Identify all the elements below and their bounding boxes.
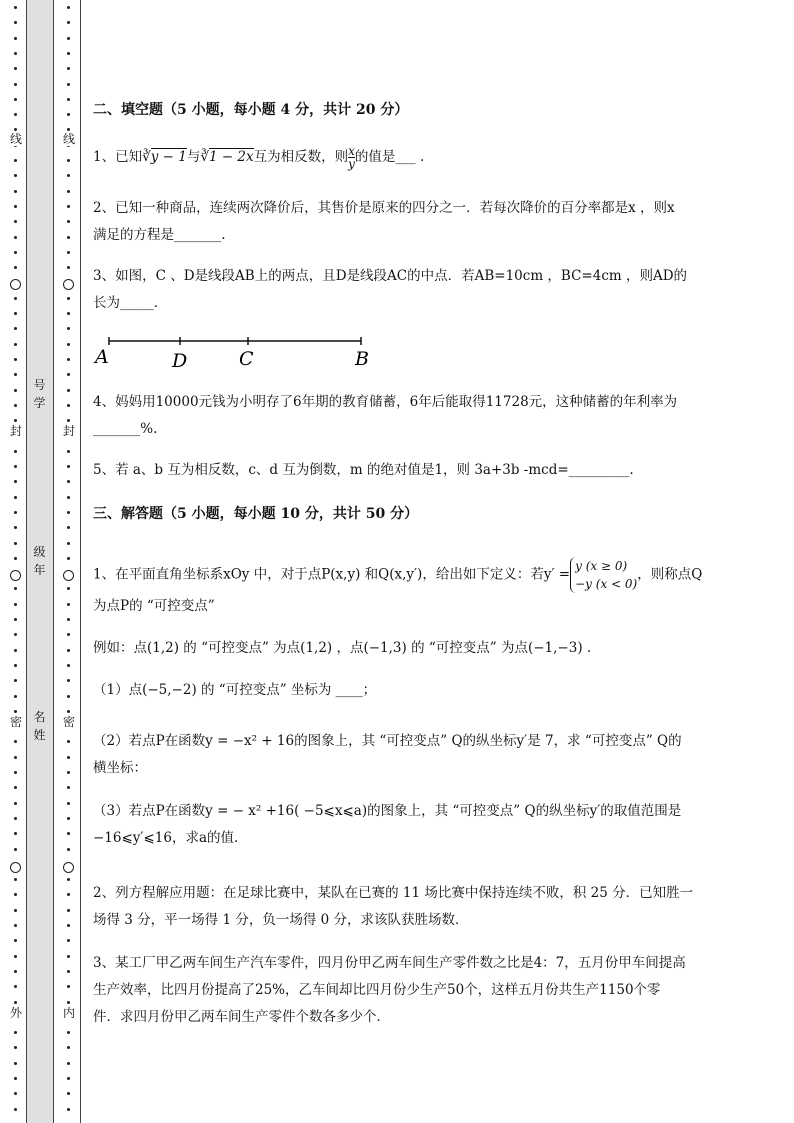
cube-root-icon: ∛ <box>200 149 209 165</box>
dot <box>14 710 17 713</box>
ring-icon <box>63 570 74 581</box>
dot <box>14 480 17 483</box>
dot <box>67 312 70 315</box>
seal-mark-mi: 密 <box>9 715 22 729</box>
dot <box>67 893 70 896</box>
dot <box>67 924 70 927</box>
dot <box>67 832 70 835</box>
dot <box>67 802 70 805</box>
student-number-label: 号 学 <box>33 378 46 410</box>
dot <box>14 1046 17 1049</box>
dot <box>67 419 70 422</box>
dot <box>67 174 70 177</box>
dot <box>14 220 17 223</box>
dot <box>14 557 17 560</box>
dot <box>14 985 17 988</box>
dot <box>14 297 17 300</box>
dot <box>14 404 17 407</box>
dot <box>67 297 70 300</box>
dot <box>14 251 17 254</box>
dot <box>67 83 70 86</box>
dot <box>67 1092 70 1095</box>
dot <box>67 220 70 223</box>
dot <box>67 511 70 514</box>
dot <box>67 878 70 881</box>
dot <box>14 970 17 973</box>
dot <box>67 633 70 636</box>
dot <box>14 190 17 193</box>
seal-mark-mi: 密 <box>62 715 75 729</box>
dot <box>67 1062 70 1065</box>
dot <box>14 465 17 468</box>
dot <box>67 465 70 468</box>
dot <box>14 450 17 453</box>
dot <box>14 159 17 162</box>
dot <box>14 649 17 652</box>
dot <box>67 480 70 483</box>
ring-icon <box>10 862 21 873</box>
dot <box>67 955 70 958</box>
dot <box>14 343 17 346</box>
line-segment-figure <box>93 332 383 372</box>
question-solve-1: 1、在平面直角坐标系xOy 中，对于点P(x,y) 和Q(x,y′)，给出如下定义：若y′ = y (x ≥ 0) −y (x < 0) ，则称点Q 为点P的 “可控变点” 例如：点(1,2) 的 “可控变点” 为点(1,2) ，点(−1,3) 的 “可控变点” 为点(−1,−3) . （1）点(−5,−2) 的 “可控变点” 坐标为 ____； （2）若点P在函数y = −x² + 16的图象上，其 “可控变点” Q的纵坐标y′是 7，求 “可控变点” Q的 横坐标： （3）若点P在函数y = − x² +16( −5⩽x⩽a)的图象上，其 “可控变点” Q的纵坐标y′的取值范围是 −16⩽y′⩽16，求a的值. <box>93 559 703 846</box>
dot <box>67 695 70 698</box>
dot <box>14 817 17 820</box>
piecewise-brace: y (x ≥ 0) −y (x < 0) <box>570 557 637 593</box>
seal-mark-nei: 内 <box>62 1006 75 1020</box>
dot <box>67 159 70 162</box>
dot <box>67 373 70 376</box>
dot <box>67 1031 70 1034</box>
dot <box>67 389 70 392</box>
seal-mark-wai: 外 <box>9 1006 22 1020</box>
dot <box>67 496 70 499</box>
ring-icon <box>63 279 74 290</box>
dot <box>67 190 70 193</box>
outer-dotted-seal-line <box>9 0 23 1123</box>
seal-mark-feng: 封 <box>62 424 75 438</box>
question-fill-3: 3、如图，C 、D是线段AB上的两点，且D是线段AC的中点．若AB=10cm ，BC=4cm ，则AD的 长为_____． <box>93 268 688 311</box>
dot <box>14 618 17 621</box>
fraction-x-over-y: $\frac{x}{y}$ <box>348 144 355 171</box>
question-fill-2: 2、已知一种商品，连续两次降价后，其售价是原来的四分之一．若每次降价的百分率都是x ，则x 满足的方程是_______. <box>93 200 675 243</box>
grade-label: 级 年 <box>33 545 46 577</box>
dot <box>14 695 17 698</box>
point-label-d: D <box>172 350 188 372</box>
cube-root-icon: ∛ <box>142 149 151 165</box>
dot <box>14 771 17 774</box>
inner-dotted-seal-line <box>62 0 76 1123</box>
dot <box>14 664 17 667</box>
dot <box>67 37 70 40</box>
dot <box>14 1001 17 1004</box>
dot <box>14 679 17 682</box>
binding-margin <box>0 0 82 1123</box>
dot <box>14 542 17 545</box>
dot <box>67 358 70 361</box>
dot <box>67 740 70 743</box>
dot <box>67 1001 70 1004</box>
dot <box>14 496 17 499</box>
dot <box>67 817 70 820</box>
dot <box>14 174 17 177</box>
dot <box>67 52 70 55</box>
dot <box>14 603 17 606</box>
dot <box>14 327 17 330</box>
point-label-b: B <box>355 348 369 370</box>
dot <box>67 404 70 407</box>
dot <box>67 679 70 682</box>
dot <box>67 848 70 851</box>
dot <box>67 205 70 208</box>
dot <box>67 526 70 529</box>
dot <box>67 618 70 621</box>
dot <box>67 587 70 590</box>
dot <box>14 633 17 636</box>
dot <box>67 756 70 759</box>
dot <box>67 67 70 70</box>
dot <box>67 450 70 453</box>
dot <box>67 98 70 101</box>
point-label-c: C <box>239 348 254 370</box>
dot <box>14 756 17 759</box>
dot <box>14 67 17 70</box>
question-fill-1: 1、已知∛y − 1与∛1 − 2x互为相反数，则 $\frac{x}{y}$ 的值是___ . <box>93 144 425 171</box>
dot <box>14 236 17 239</box>
dot <box>14 21 17 24</box>
dot <box>67 236 70 239</box>
dot <box>67 939 70 942</box>
dot <box>14 832 17 835</box>
dot <box>14 802 17 805</box>
dot <box>14 786 17 789</box>
dot <box>67 786 70 789</box>
dot <box>14 740 17 743</box>
dot <box>14 1062 17 1065</box>
dot <box>67 128 70 131</box>
dot <box>67 909 70 912</box>
dot <box>67 1077 70 1080</box>
dot <box>67 327 70 330</box>
dot <box>67 542 70 545</box>
dot <box>14 526 17 529</box>
dot <box>14 1031 17 1034</box>
dot <box>67 664 70 667</box>
dot <box>14 893 17 896</box>
dot <box>14 848 17 851</box>
dot <box>67 771 70 774</box>
dot <box>67 985 70 988</box>
question-solve-2: 2、列方程解应用题：在足球比赛中，某队在已赛的 11 场比赛中保持连续不败，积 25 分．已知胜一 场得 3 分，平一场得 1 分，负一场得 0 分，求该队获胜场数． <box>93 885 694 928</box>
dot <box>14 128 17 131</box>
dot <box>14 98 17 101</box>
ring-icon <box>63 862 74 873</box>
section-heading-fill-blank: 二、填空题（5 小题，每小题 4 分，共计 20 分） <box>93 102 409 118</box>
ring-icon <box>10 570 21 581</box>
dot <box>14 266 17 269</box>
dot <box>14 312 17 315</box>
dot <box>67 603 70 606</box>
dot <box>14 1092 17 1095</box>
dot <box>14 939 17 942</box>
dot <box>14 587 17 590</box>
seal-mark-xian: 线 <box>62 132 75 146</box>
dot <box>14 113 17 116</box>
margin-rule <box>53 0 54 1123</box>
dot <box>67 970 70 973</box>
dot <box>14 389 17 392</box>
dot <box>14 52 17 55</box>
dot <box>14 37 17 40</box>
dot <box>14 6 17 9</box>
dot <box>67 1108 70 1111</box>
question-fill-4: 4、妈妈用10000元钱为小明存了6年期的教育储蓄，6年后能取得11728元，这种储蓄的年利率为 _______%. <box>93 394 678 437</box>
section-heading-solve: 三、解答题（5 小题，每小题 10 分，共计 50 分） <box>93 506 419 522</box>
dot <box>14 83 17 86</box>
dot <box>14 878 17 881</box>
name-label: 名 姓 <box>33 710 46 742</box>
question-solve-3: 3、某工厂甲乙两车间生产汽车零件，四月份甲乙两车间生产零件数之比是4：7，五月份甲车间提高 生产效率，比四月份提高了25%，乙车间却比四月份少生产50个，这样五月份共生产1150个零 件．求四月份甲乙两车间生产零件个数各多少个． <box>93 955 686 1025</box>
seal-mark-feng: 封 <box>9 424 22 438</box>
question-fill-5: 5、若 a、b 互为相反数，c、d 互为倒数，m 的绝对值是1，则 3a+3b -mcd=_________. <box>93 462 634 478</box>
dot <box>67 649 70 652</box>
margin-rule <box>80 0 81 1123</box>
dot <box>67 557 70 560</box>
dot <box>67 343 70 346</box>
dot <box>67 113 70 116</box>
dot <box>14 1077 17 1080</box>
dot <box>14 955 17 958</box>
dot <box>14 373 17 376</box>
dot <box>14 1108 17 1111</box>
dot <box>67 6 70 9</box>
dot <box>67 251 70 254</box>
dot <box>67 266 70 269</box>
dot <box>14 909 17 912</box>
point-label-a: A <box>95 346 109 368</box>
dot <box>14 419 17 422</box>
dot <box>67 1046 70 1049</box>
dot <box>14 511 17 514</box>
dot <box>14 924 17 927</box>
seal-mark-xian: 线 <box>9 132 22 146</box>
ring-icon <box>10 279 21 290</box>
dot <box>67 710 70 713</box>
dot <box>14 205 17 208</box>
dot <box>67 21 70 24</box>
dot <box>14 358 17 361</box>
